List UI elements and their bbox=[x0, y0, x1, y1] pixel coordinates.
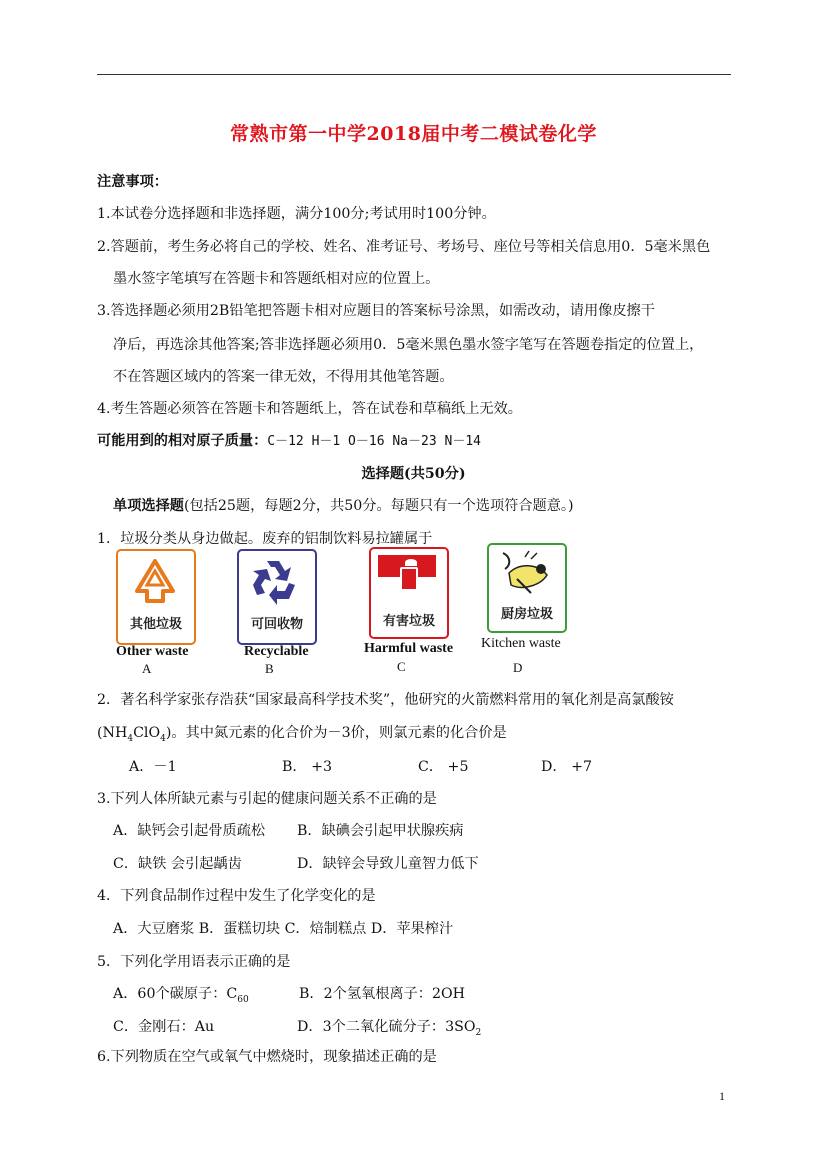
option-text: A．60个碳原子：C bbox=[113, 986, 238, 1002]
bin-harmful-waste bbox=[364, 547, 454, 674]
q5-option-c: C．金刚石：Au bbox=[113, 1019, 215, 1035]
formula-subscript: 4 bbox=[127, 733, 134, 744]
bin-other-waste bbox=[116, 549, 196, 676]
formula-part: ClO bbox=[133, 725, 161, 741]
q2-option-c: C． +5 bbox=[418, 759, 469, 775]
atomic-mass bbox=[97, 432, 481, 451]
instruction-rest: (包括25题，每题2分，共50分。每题只有一个选项符合题意。) bbox=[183, 498, 574, 514]
q2-option-d: D． +7 bbox=[541, 759, 592, 775]
notice-item-3: 3.答选择题必须用2B铅笔把答题卡相对应题目的答案标号涂黑，如需改动，请用像皮擦干 bbox=[97, 303, 655, 319]
bin-label: 有害垃圾 bbox=[382, 614, 435, 629]
instruction-bold: 单项选择题 bbox=[113, 498, 184, 514]
q5-option-d bbox=[297, 1018, 481, 1042]
q3-stem: 3.下列人体所缺元素与引起的健康问题关系不正确的是 bbox=[97, 791, 437, 807]
kitchen-waste-icon bbox=[497, 549, 555, 599]
bin-recyclable bbox=[237, 549, 317, 676]
formula-subscript: 4 bbox=[160, 733, 166, 744]
option-text: D．3个二氧化硫分子：3SO bbox=[297, 1019, 476, 1035]
q1-stem: 1．垃圾分类从身边做起。废弃的铝制饮料易拉罐属于 bbox=[97, 531, 433, 547]
bin-english: Other waste bbox=[116, 644, 189, 659]
q6-stem: 6.下列物质在空气或氧气中燃烧时，现象描述正确的是 bbox=[97, 1049, 437, 1065]
notice-item-4: 4.考生答题必须答在答题卡和答题纸上，答在试卷和草稿纸上无效。 bbox=[97, 401, 522, 417]
bin-english: Kitchen waste bbox=[481, 636, 561, 651]
recycle-icon bbox=[249, 555, 303, 607]
q2-stem: 2．著名科学家张存浩获“国家最高科学技术奖”，他研究的火箭燃料常用的氧化剂是高氯酸铵 bbox=[97, 692, 674, 708]
notice-item-2: 2.答题前，考生务必将自己的学校、姓名、准考证号、考场号、座位号等相关信息用0．5毫米黑色 bbox=[97, 239, 711, 255]
other-waste-icon bbox=[133, 557, 177, 607]
bin-english: Harmful waste bbox=[364, 641, 454, 656]
notice-item-3-cont2: 不在答题区域内的答案一律无效，不得用其他笔答题。 bbox=[113, 369, 454, 385]
formula-part: )。其中氮元素的化合价为－3价，则氯元素的化合价是 bbox=[165, 725, 507, 741]
bin-english: Recyclable bbox=[244, 644, 309, 659]
notice-item-1: 1.本试卷分选择题和非选择题，满分100分;考试用时100分钟。 bbox=[97, 206, 496, 222]
q4-stem: 4．下列食品制作过程中发生了化学变化的是 bbox=[97, 888, 376, 904]
bin-label: 可回收物 bbox=[250, 617, 303, 632]
notice-item-2-cont: 墨水签字笔填写在答题卡和答题纸相对应的位置上。 bbox=[113, 271, 440, 287]
bin-letter: D bbox=[513, 660, 523, 675]
section-instruction bbox=[113, 497, 574, 515]
q2-option-b: B． +3 bbox=[282, 759, 333, 775]
bin-letter: A bbox=[142, 661, 152, 676]
harmful-waste-icon bbox=[378, 555, 436, 601]
formula-part: (NH bbox=[97, 725, 128, 741]
q5-option-b: B．2个氢氧根离子：2OH bbox=[299, 986, 465, 1002]
q3-option-c: C．缺铁 会引起龋齿 bbox=[113, 856, 242, 872]
header-rule bbox=[97, 74, 731, 75]
formula-subscript: 60 bbox=[237, 994, 249, 1005]
notice-item-3-cont: 净后，再选涂其他答案;答非选择题必须用0．5毫米黑色墨水签字笔写在答题卷指定的位置上， bbox=[113, 337, 704, 353]
q4-options: A．大豆磨浆 B．蛋糕切块 C．焙制糕点 D．苹果榨汁 bbox=[113, 921, 454, 937]
q5-option-a bbox=[113, 985, 249, 1009]
q2-option-a: A．－1 bbox=[129, 759, 177, 775]
q3-option-b: B．缺碘会引起甲状腺疾病 bbox=[297, 823, 464, 839]
atomic-mass-values: C－12 H－1 O－16 Na－23 N－14 bbox=[267, 434, 481, 449]
q3-option-d: D．缺锌会导致儿童智力低下 bbox=[297, 856, 479, 872]
bin-label: 厨房垃圾 bbox=[500, 607, 553, 622]
bin-letter: C bbox=[397, 659, 406, 674]
bin-label: 其他垃圾 bbox=[129, 617, 182, 632]
q5-stem: 5．下列化学用语表示正确的是 bbox=[97, 954, 291, 970]
formula-subscript: 2 bbox=[475, 1027, 482, 1038]
section-title: 选择题(共50分) bbox=[361, 466, 466, 482]
bin-letter: B bbox=[265, 661, 274, 676]
q2-stem-cont bbox=[97, 724, 507, 748]
q3-option-a: A．缺钙会引起骨质疏松 bbox=[113, 823, 266, 839]
page-number: 1 bbox=[719, 1089, 725, 1103]
atomic-mass-label: 可能用到的相对原子质量： bbox=[97, 433, 268, 449]
notice-heading: 注意事项： bbox=[97, 174, 168, 190]
bin-kitchen-waste bbox=[481, 543, 567, 675]
exam-title: 常熟市第一中学2018届中考二模试卷化学 bbox=[230, 123, 597, 145]
